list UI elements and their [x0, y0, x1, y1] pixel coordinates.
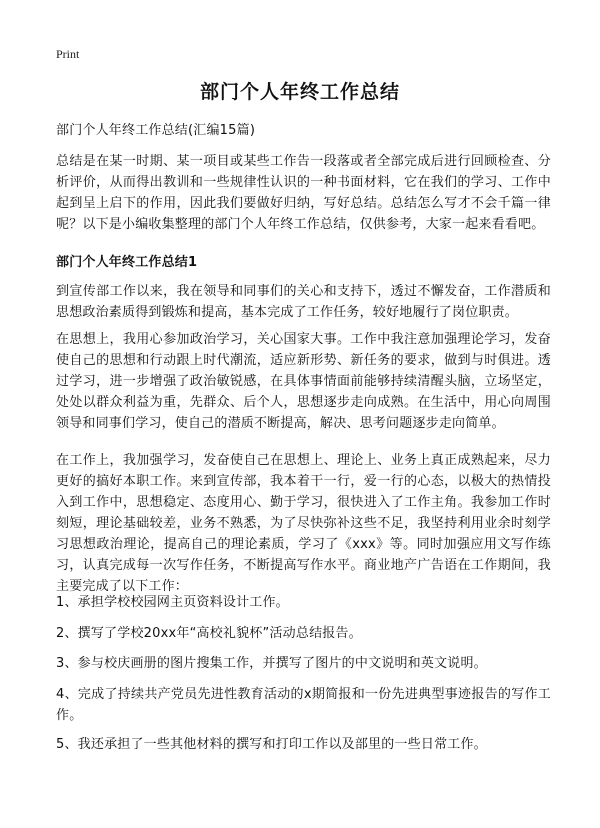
list-item: 3、参与校庆画册的图片搜集工作，并撰写了图片的中文说明和英文说明。 [56, 656, 487, 671]
document-subtitle: 部门个人年终工作总结(汇编15篇) [56, 123, 256, 138]
body-paragraph: 在工作上，我加强学习，发奋使自己在思想上、理论上、业务上真正成熟起来，尽力更好的搞好本职工作。来到宣传部，我本着干一行，爱一行的心态，以极大的热情投入到工作中，思想稳定、态度用心、勤于学习，很快进入了工作主角。我参加工作时刻短，理论基础较差，业务不熟悉，为了尽快弥补这些不足，我坚持利用业余时刻学习思想政治理论，提高自己的理论素质，学习了《xxx》等。同时加强应用文写作练习，认真完成每一次写作任务，不断提高写作水平。商业地产广告语在工作期间，我主要完成了以下工作： [56, 453, 551, 594]
list-item: 5、我还承担了一些其他材料的撰写和打印工作以及部里的一些日常工作。 [56, 737, 487, 752]
body-paragraph: 到宣传部工作以来，我在领导和同事们的关心和支持下，透过不懈发奋，工作潜质和思想政治素质得到锻炼和提高，基本完成了工作任务，较好地履行了岗位职责。 [56, 284, 551, 320]
intro-paragraph: 总结是在某一时期、某一项目或某些工作告一段落或者全部完成后进行回顾检查、分析评价，从而得出教训和一些规律性认识的一种书面材料，它在我们的学习、工作中起到呈上启下的作用，因此我们要做好归纳，写好总结。总结怎么写才不会千篇一律呢？以下是小编收集整理的部门个人年终工作总结，仅供参考，大家一起来看看吧。 [56, 154, 551, 232]
list-item: 1、承担学校校园网主页资料设计工作。 [56, 595, 289, 610]
body-paragraph: 在思想上，我用心参加政治学习，关心国家大事。工作中我注意加强理论学习，发奋使自己的思想和行动跟上时代潮流，适应新形势、新任务的要求，做到与时俱进。透过学习，进一步增强了政治敏锐感，在具体事情面前能够持续清醒头脑，立场坚定，处处以群众利益为重，先群众、后个人，思想逐步走向成熟。在生活中，用心向周围领导和同事们学习，使自己的潜质不断提高，解决、思考问题逐步走向简单。 [56, 332, 551, 431]
print-link[interactable]: Print [56, 47, 80, 61]
list-item: 2、撰写了学校20xx年“高校礼貌杯”活动总结报告。 [56, 626, 362, 641]
list-item: 4、完成了持续共产党员先进性教育活动的x期简报和一份先进典型事迹报告的写作工作。 [56, 687, 551, 723]
page-title: 部门个人年终工作总结 [199, 81, 400, 103]
section-heading: 部门个人年终工作总结1 [56, 255, 198, 270]
